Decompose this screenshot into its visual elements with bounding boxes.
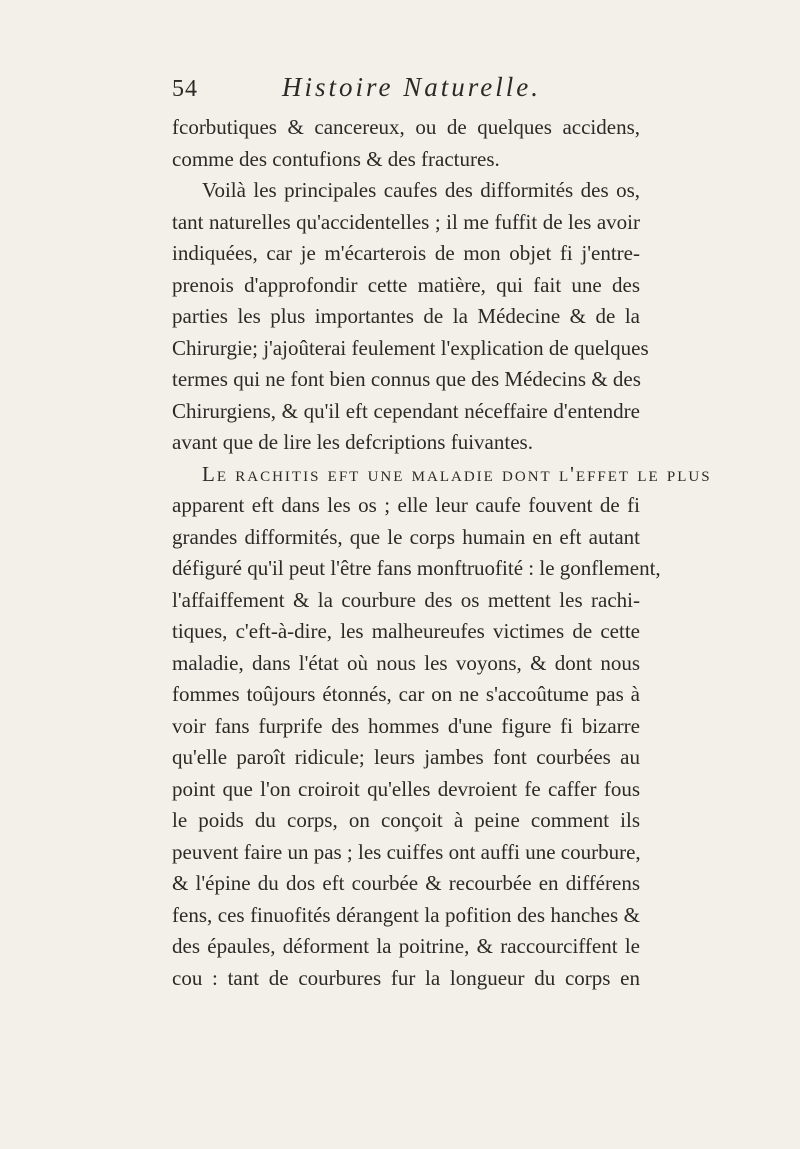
text-line: Chirurgie; j'ajoûterai feulement l'explication de quelques [172, 335, 649, 360]
text-line: le poids du corps, on conçoit à peine comment ils [172, 808, 640, 832]
paragraph-start-line: Voilà les principales caufes des difformités des os, [202, 178, 640, 202]
text-line: avant que de lire les defcriptions fuivantes. [172, 430, 533, 454]
text-line: point que l'on croiroit qu'elles devroient fe caffer fous [172, 776, 640, 801]
text-line: tiques, c'eft-à-dire, les malheureufes victimes de cette [172, 619, 640, 643]
text-line: qu'elle paroît ridicule; leurs jambes font courbées au [172, 745, 640, 769]
text-line: fens, ces finuofités dérangent la pofition des hanches & [172, 902, 640, 927]
text-line: apparent eft dans les os ; elle leur caufe fouvent de fi [172, 493, 640, 517]
text-line: & l'épine du dos eft courbée & recourbée en différens [172, 871, 640, 895]
running-title: Histoire Naturelle. [282, 72, 541, 102]
text-line: comme des contufions & des fractures. [172, 146, 500, 171]
text-line: parties les plus importantes de la Médecine & de la [172, 304, 640, 328]
text-line: peuvent faire un pas ; les cuiffes ont auffi une courbure, [172, 839, 641, 864]
text-line: défiguré qu'il peut l'être fans monftruofité : le gonflement, [172, 556, 661, 580]
text-line: cou : tant de courbures fur la longueur du corps en [172, 965, 640, 990]
text-line: indiquées, car je m'écarterois de mon objet fi j'entre- [172, 241, 640, 265]
body-text [172, 112, 712, 994]
text-line: des épaules, déforment la poitrine, & raccourciffent le [172, 934, 640, 958]
text-line: l'affaiffement & la courbure des os mettent les rachi- [172, 587, 640, 612]
text-line: maladie, dans l'état où nous les voyons, & dont nous [172, 650, 640, 675]
text-line: fommes toûjours étonnés, car on ne s'accoûtume pas à [172, 682, 640, 706]
text-line: Chirurgiens, & qu'il eft cependant néceffaire d'entendre [172, 398, 640, 423]
text-line: tant naturelles qu'accidentelles ; il me fuffit de les avoir [172, 209, 640, 234]
text-line: grandes difformités, que le corps humain en eft autant [172, 524, 640, 549]
text-line: prenois d'approfondir cette matière, qui fait une des [172, 272, 640, 297]
text-line: termes qui ne font bien connus que des Médecins & des [172, 367, 641, 391]
text-line: fcorbutiques & cancereux, ou de quelques accidens, [172, 115, 640, 139]
text-line: voir fans furprife des hommes d'une figure fi bizarre [172, 713, 640, 738]
paragraph-start-line: Le rachitis eft une maladie dont l'effet le plus [202, 461, 712, 486]
page-number: 54 [172, 76, 198, 102]
page-header [172, 70, 642, 110]
